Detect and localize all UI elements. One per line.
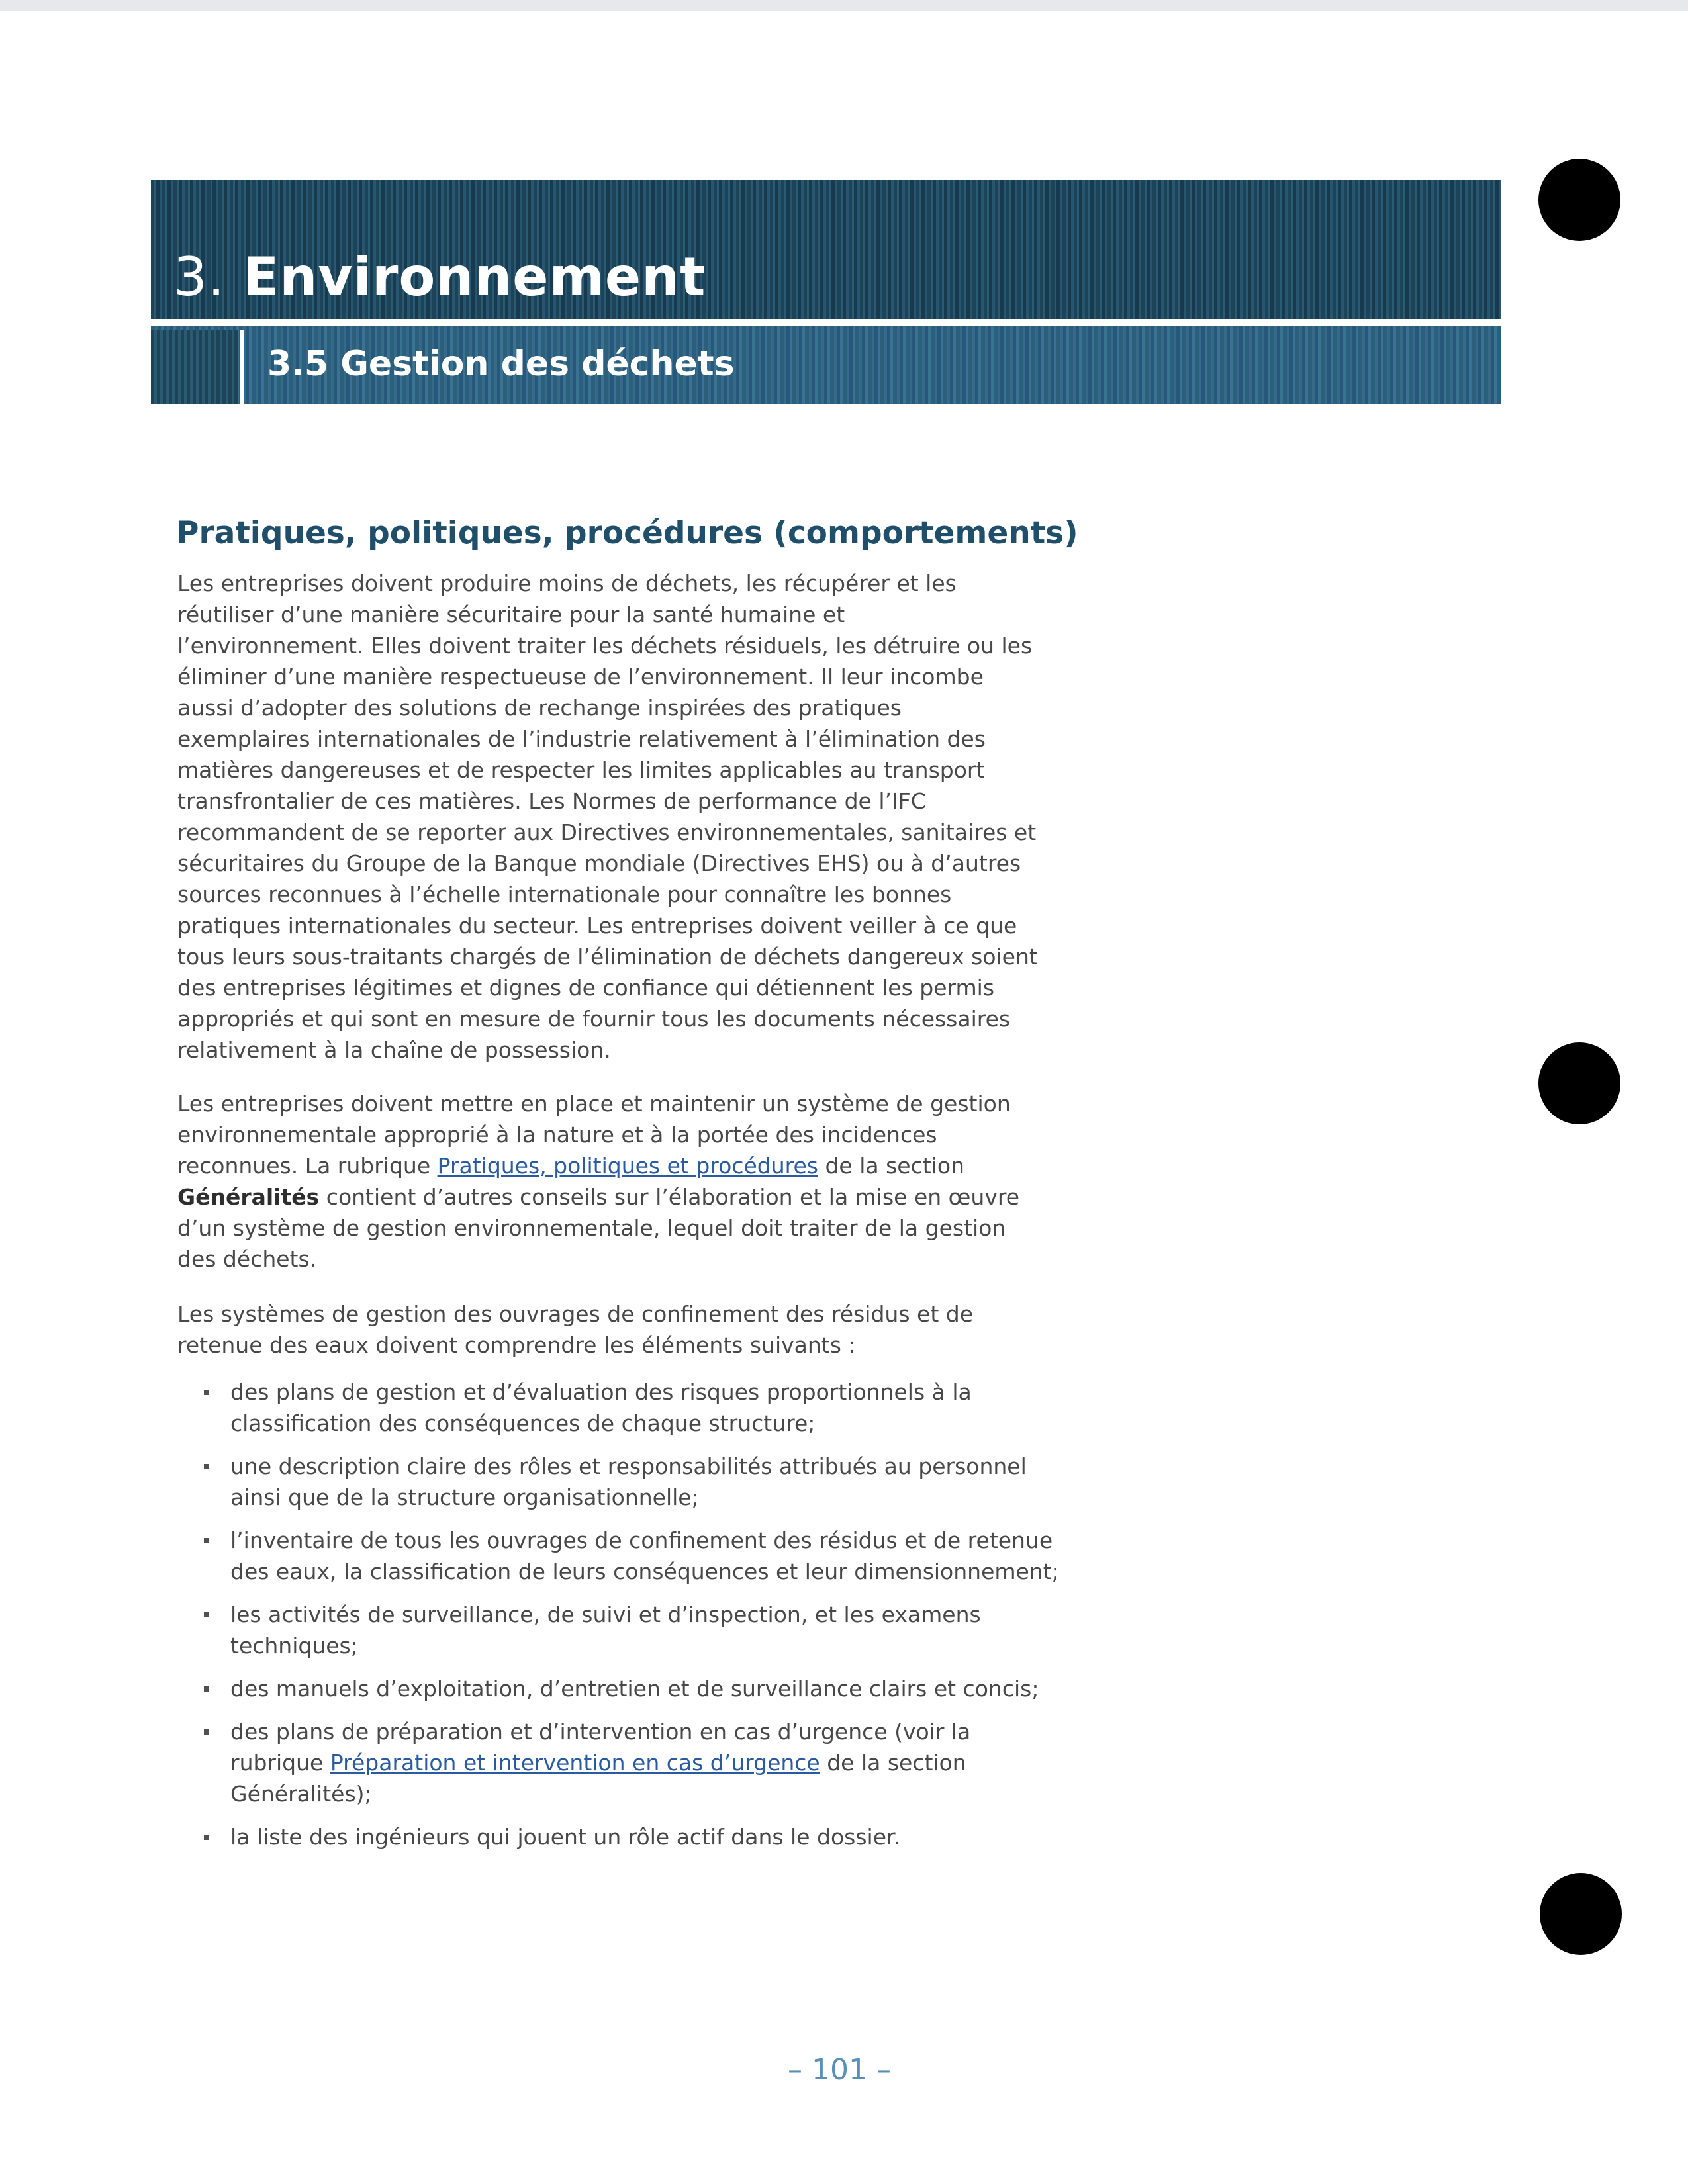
page-number: – 101 – — [788, 2053, 891, 2087]
chapter-title-text: Environnement — [242, 246, 706, 308]
paragraph-text: contient d’autres conseils sur l’élaboration et la mise en œuvre d’un système de gestion environnementale, lequel doit traiter de la gestion des déchets. — [177, 1184, 1020, 1272]
list-item: l’inventaire de tous les ouvrages de confinement des résidus et de retenue des eaux, la classification de leurs conséquences et leur dimensionnement; — [199, 1525, 1059, 1587]
link-preparation-intervention[interactable]: Préparation et intervention en cas d’urgence — [330, 1750, 820, 1776]
paragraph-management-system — [177, 1088, 1038, 1275]
list-item: des plans de gestion et d’évaluation des risques proportionnels à la classification des conséquences de chaque structure; — [199, 1377, 1059, 1439]
paragraph-tailings-systems: Les systèmes de gestion des ouvrages de confinement des résidus et de retenue des eaux doivent comprendre les éléments suivants : — [177, 1301, 974, 1358]
binder-hole-middle — [1538, 1042, 1620, 1124]
binder-hole-top — [1538, 159, 1620, 241]
list-item: des manuels d’exploitation, d’entretien et de surveillance clairs et concis; — [199, 1673, 1059, 1704]
list-item — [199, 1716, 1059, 1809]
link-pratiques-politiques-procedures[interactable]: Pratiques, politiques et procédures — [437, 1153, 818, 1179]
list-item: les activités de surveillance, de suivi et d’inspection, et les examens techniques; — [199, 1599, 1059, 1661]
header-divider — [151, 319, 1501, 324]
list-item: la liste des ingénieurs qui jouent un rôle actif dans le dossier. — [199, 1821, 1059, 1852]
bold-generalites: Généralités — [177, 1184, 320, 1210]
section-heading: Pratiques, politiques, procédures (comportements) — [176, 515, 1078, 551]
chapter-title — [173, 246, 706, 308]
paragraph-text: Les entreprises doivent mettre en place et maintenir un système de gestion environnementale approprié à la nature et à la portée des incidences reconnues. La rubrique — [177, 1091, 1011, 1179]
list-item: une description claire des rôles et responsabilités attribués au personnel ainsi que de la structure organisationnelle; — [199, 1451, 1059, 1513]
list-item-text: des plans de préparation et d’intervention en cas d’urgence (voir la rubrique — [230, 1719, 971, 1776]
paragraph-text: de la section — [818, 1153, 964, 1179]
binder-hole-bottom — [1540, 1873, 1622, 1955]
chapter-number: 3. — [173, 246, 226, 308]
scan-edge — [0, 0, 1688, 11]
section-header-divider — [240, 330, 244, 404]
section-header-tab — [151, 330, 238, 404]
paragraph-waste-reduction: Les entreprises doivent produire moins de déchets, les récupérer et les réutiliser d’une manière sécuritaire pour la santé humaine et l’environnement. Elles doivent traiter les déchets résiduels, les détruire ou les éliminer d’une manière respectueuse de l’environnement. Il leur incombe aussi d’adopter des solutions de rechange inspirées des pratiques exemplaires internationales de l’industrie relativement à l’élimination des matières dangereuses et de respecter les limites applicables au transport transfrontalier de ces matières. Les Normes de performance de l’IFC recommandent de se reporter aux Directives environnementales, sanitaires et sécuritaires du Groupe de la Banque mondiale (Directives EHS) ou à d’autres sources reconnues à l’échelle internationale pour connaître les bonnes pratiques internationales du secteur. Les entreprises doivent veiller à ce que tous leurs sous-traitants chargés de l’élimination de déchets dangereux soient des entreprises légitimes et dignes de confiance qui détiennent les permis appropriés et qui sont en mesure de fournir tous les documents nécessaires relativement à la chaîne de possession. — [177, 570, 1038, 1063]
requirements-list — [199, 1377, 1059, 1864]
section-title: 3.5 Gestion des déchets — [267, 344, 735, 384]
list-item-text: de la section Généralités); — [230, 1750, 966, 1807]
